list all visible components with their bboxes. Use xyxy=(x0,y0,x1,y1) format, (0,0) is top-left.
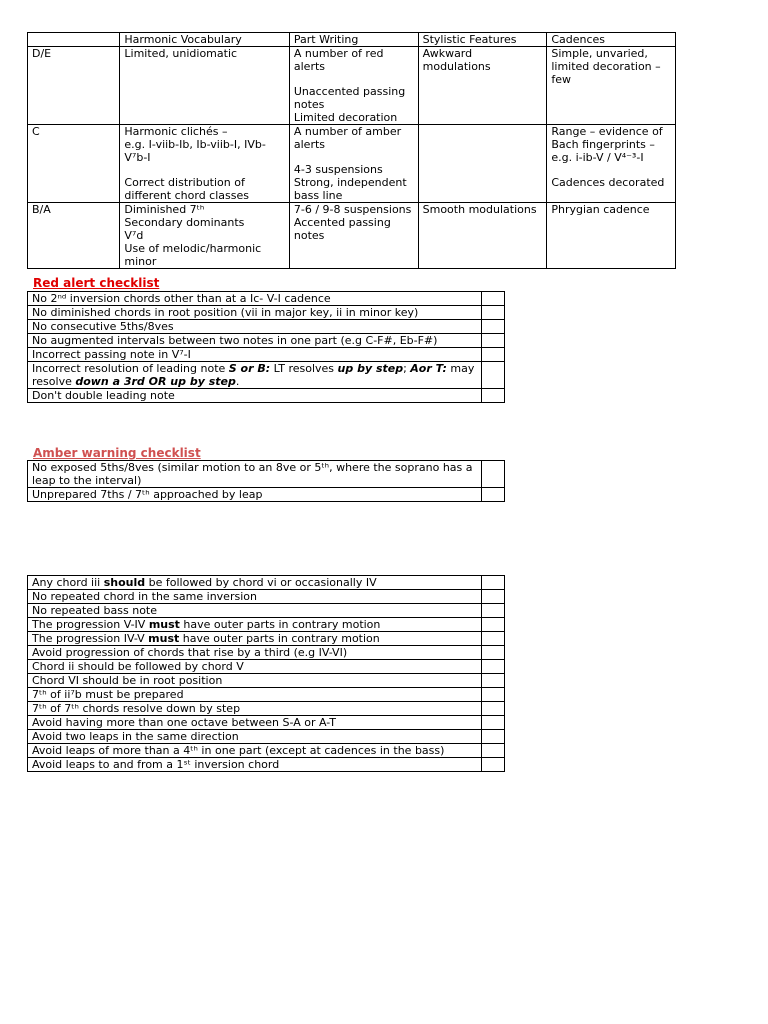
checkbox-cell[interactable] xyxy=(481,320,504,334)
header-cell: Part Writing xyxy=(289,33,418,47)
text-part: may resolve xyxy=(32,362,475,388)
checklist-item: Don't double leading note xyxy=(28,389,482,403)
checklist-item: Avoid having more than one octave between S-A or A-T xyxy=(28,716,482,730)
checklist-item: Avoid progression of chords that rise by a third (e.g IV-VI) xyxy=(28,646,482,660)
checklist-item: No 2ⁿᵈ inversion chords other than at a Ic- V-I cadence xyxy=(28,292,482,306)
checklist-item: No diminished chords in root position (vii in major key, ii in minor key) xyxy=(28,306,482,320)
checkbox-cell[interactable] xyxy=(481,348,504,362)
cell-line: V⁷d xyxy=(124,229,144,242)
part-writing-cell xyxy=(289,125,418,203)
checklist-row xyxy=(28,362,505,389)
checklist-row xyxy=(28,716,505,730)
checkbox-cell[interactable] xyxy=(481,576,504,590)
checklist-row xyxy=(28,320,505,334)
checklist-row xyxy=(28,730,505,744)
checkbox-cell[interactable] xyxy=(481,334,504,348)
table-header-row xyxy=(28,33,676,47)
stylistic-cell xyxy=(418,47,547,125)
checkbox-cell[interactable] xyxy=(481,744,504,758)
red-alert-checklist xyxy=(27,291,505,403)
grade-cell: D/E xyxy=(28,47,120,125)
checkbox-cell[interactable] xyxy=(481,362,504,389)
checklist-item: 7ᵗʰ of 7ᵗʰ chords resolve down by step xyxy=(28,702,482,716)
checklist-row xyxy=(28,660,505,674)
cell-line: Strong, independent bass line xyxy=(293,176,407,202)
cell-line: A number of red alerts xyxy=(293,47,384,73)
checklist-item: No repeated chord in the same inversion xyxy=(28,590,482,604)
checklist-row xyxy=(28,604,505,618)
checkbox-cell[interactable] xyxy=(481,590,504,604)
checklist-item: No consecutive 5ths/8ves xyxy=(28,320,482,334)
red-alert-heading: Red alert checklist xyxy=(33,276,160,290)
header-cell: Cadences xyxy=(547,33,676,47)
checkbox-cell[interactable] xyxy=(481,646,504,660)
checkbox-cell[interactable] xyxy=(481,758,504,772)
checklist-row xyxy=(28,334,505,348)
table-row xyxy=(28,125,676,203)
checklist-item: No exposed 5ths/8ves (similar motion to an 8ve or 5ᵗʰ, where the soprano has a leap to the interval) xyxy=(28,461,482,488)
cell-line: Simple, unvaried, limited decoration – few xyxy=(551,47,661,86)
checklist-row xyxy=(28,632,505,646)
checklist-row xyxy=(28,646,505,660)
cell-line: Awkward modulations xyxy=(422,47,491,73)
text-part: The progression IV-V xyxy=(32,632,149,645)
checklist-item xyxy=(28,632,482,646)
cell-line: Limited decoration xyxy=(293,111,398,124)
header-cell: Stylistic Features xyxy=(418,33,547,47)
checklist-row xyxy=(28,702,505,716)
cell-line: e.g. I-viib-Ib, Ib-viib-I, IVb-V⁷b-I xyxy=(124,138,266,164)
checklist-item xyxy=(28,576,482,590)
checkbox-cell[interactable] xyxy=(481,306,504,320)
stylistic-cell xyxy=(418,125,547,203)
cell-line: Harmonic clichés – xyxy=(124,125,228,138)
cell-line: Smooth modulations xyxy=(422,203,537,216)
checklist-row xyxy=(28,488,505,502)
checklist-row xyxy=(28,292,505,306)
checklist-row xyxy=(28,758,505,772)
checklist-item: Unprepared 7ths / 7ᵗʰ approached by leap xyxy=(28,488,482,502)
checklist-item: No repeated bass note xyxy=(28,604,482,618)
checklist-row xyxy=(28,688,505,702)
checkbox-cell[interactable] xyxy=(481,688,504,702)
checkbox-cell[interactable] xyxy=(481,730,504,744)
checklist-item: Avoid leaps to and from a 1ˢᵗ inversion chord xyxy=(28,758,482,772)
text-emphasis: must xyxy=(148,632,180,645)
table-row xyxy=(28,203,676,269)
text-part: be followed by chord vi or occasionally IV xyxy=(145,576,377,589)
checkbox-cell[interactable] xyxy=(481,604,504,618)
checkbox-cell[interactable] xyxy=(481,632,504,646)
checkbox-cell[interactable] xyxy=(481,618,504,632)
harmonic-cell xyxy=(120,47,289,125)
checklist-row xyxy=(28,618,505,632)
text-part: have outer parts in contrary motion xyxy=(179,618,381,631)
checklist-item: Chord VI should be in root position xyxy=(28,674,482,688)
checklist-row xyxy=(28,461,505,488)
text-emphasis: down a 3rd OR up by step xyxy=(75,375,236,388)
cell-line: Accented passing notes xyxy=(293,216,391,242)
cell-line: Diminished 7ᵗʰ xyxy=(124,203,205,216)
checklist-item-leading-note xyxy=(28,362,482,389)
stylistic-cell xyxy=(418,203,547,269)
grade-cell: B/A xyxy=(28,203,120,269)
cell-line: Phrygian cadence xyxy=(551,203,650,216)
header-cell xyxy=(28,33,120,47)
part-writing-cell xyxy=(289,203,418,269)
checkbox-cell[interactable] xyxy=(481,292,504,306)
checklist-row xyxy=(28,576,505,590)
checklist-row xyxy=(28,389,505,403)
text-part: The progression V-IV xyxy=(32,618,149,631)
amber-warning-heading: Amber warning checklist xyxy=(33,446,201,460)
cell-line: Range – evidence of Bach fingerprints – e.g. i-ib-V / V⁴⁻³-I xyxy=(551,125,663,164)
table-row xyxy=(28,47,676,125)
checklist-row xyxy=(28,306,505,320)
checklist-item: Incorrect passing note in V⁷-I xyxy=(28,348,482,362)
checklist-row xyxy=(28,348,505,362)
cell-line: A number of amber alerts xyxy=(293,125,402,151)
amber-warning-checklist xyxy=(27,460,505,502)
checklist-row xyxy=(28,590,505,604)
text-emphasis: up by step xyxy=(337,362,404,375)
checkbox-cell[interactable] xyxy=(481,660,504,674)
checklist-item: Avoid two leaps in the same direction xyxy=(28,730,482,744)
checklist-row xyxy=(28,674,505,688)
cadences-cell xyxy=(547,125,676,203)
checkbox-cell[interactable] xyxy=(481,702,504,716)
checkbox-cell[interactable] xyxy=(481,461,504,488)
checkbox-cell[interactable] xyxy=(481,716,504,730)
cell-line: 4-3 suspensions xyxy=(293,163,383,176)
checklist-item: Chord ii should be followed by chord V xyxy=(28,660,482,674)
checkbox-cell[interactable] xyxy=(481,674,504,688)
cell-line: Limited, unidiomatic xyxy=(124,47,238,60)
grade-descriptor-table xyxy=(27,32,676,269)
progression-checklist xyxy=(27,575,505,772)
text-emphasis: Aor T: xyxy=(410,362,447,375)
checklist-item xyxy=(28,618,482,632)
cell-line: Use of melodic/harmonic minor xyxy=(124,242,262,268)
checklist-item: Avoid leaps of more than a 4ᵗʰ in one part (except at cadences in the bass) xyxy=(28,744,482,758)
checklist-row xyxy=(28,744,505,758)
text-part: Incorrect resolution of leading note xyxy=(32,362,229,375)
harmonic-cell xyxy=(120,203,289,269)
text-emphasis: should xyxy=(103,576,146,589)
text-part: . xyxy=(235,375,240,388)
checklist-item: 7ᵗʰ of ii⁷b must be prepared xyxy=(28,688,482,702)
cadences-cell xyxy=(547,47,676,125)
cell-line: Unaccented passing notes xyxy=(293,85,406,111)
text-part: LT resolves xyxy=(270,362,338,375)
text-part: ; xyxy=(403,362,411,375)
text-emphasis: must xyxy=(148,618,180,631)
cadences-cell xyxy=(547,203,676,269)
header-cell: Harmonic Vocabulary xyxy=(120,33,289,47)
checklist-item: No augmented intervals between two notes in one part (e.g C-F#, Eb-F#) xyxy=(28,334,482,348)
cell-line: Cadences decorated xyxy=(551,176,665,189)
cell-line: 7-6 / 9-8 suspensions xyxy=(293,203,412,216)
text-part: have outer parts in contrary motion xyxy=(179,632,380,645)
checkbox-cell[interactable] xyxy=(481,389,504,403)
text-emphasis: S or B: xyxy=(228,362,271,375)
part-writing-cell xyxy=(289,47,418,125)
text-part: Any chord iii xyxy=(32,576,104,589)
cell-line: Secondary dominants xyxy=(124,216,245,229)
grade-cell: C xyxy=(28,125,120,203)
harmonic-cell xyxy=(120,125,289,203)
cell-line: Correct distribution of different chord classes xyxy=(124,176,249,202)
checkbox-cell[interactable] xyxy=(481,488,504,502)
